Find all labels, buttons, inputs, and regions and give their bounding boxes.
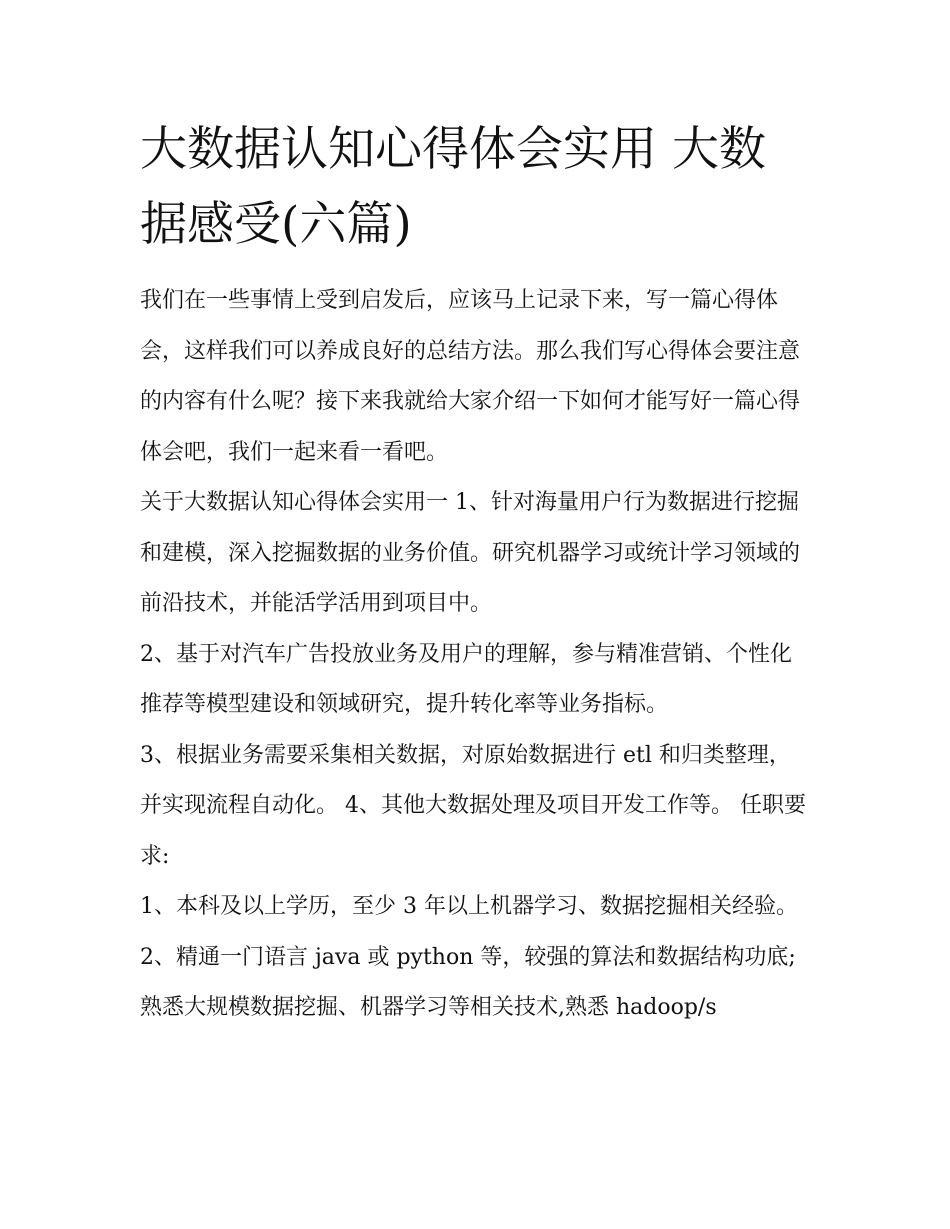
body-paragraph: 2、精通一门语言 java 或 python 等，较强的算法和数据结构功底;熟悉大规模数据挖掘、机器学习等相关技术,熟悉 hadoop/s: [140, 944, 796, 1020]
body-paragraph: 关于大数据认知心得体会实用一 1、针对海量用户行为数据进行挖掘和建模，深入挖掘数据的业务价值。研究机器学习或统计学习领域的前沿技术，并能活学活用到项目中。: [140, 490, 801, 616]
document-content: [140, 112, 812, 1034]
body-paragraph: 1、本科及以上学历，至少 3 年以上机器学习、数据挖掘相关经验。: [140, 894, 798, 919]
intro-paragraph: 我们在一些事情上受到启发后，应该马上记录下来，写一篇心得体会，这样我们可以养成良好的总结方法。那么我们写心得体会要注意的内容有什么呢？接下来我就给大家介绍一下如何才能写好一篇心得体会吧，我们一起来看一看吧。: [140, 288, 801, 465]
document-title: 大数据认知心得体会实用 大数据感受(六篇): [140, 122, 766, 252]
body-paragraph: 3、根据业务需要采集相关数据，对原始数据进行 etl 和归类整理，并实现流程自动化。 4、其他大数据处理及项目开发工作等。 任职要求:: [140, 742, 806, 869]
body-paragraph: 2、基于对汽车广告投放业务及用户的理解，参与精准营销、个性化推荐等模型建设和领域研究，提升转化率等业务指标。: [140, 641, 792, 717]
